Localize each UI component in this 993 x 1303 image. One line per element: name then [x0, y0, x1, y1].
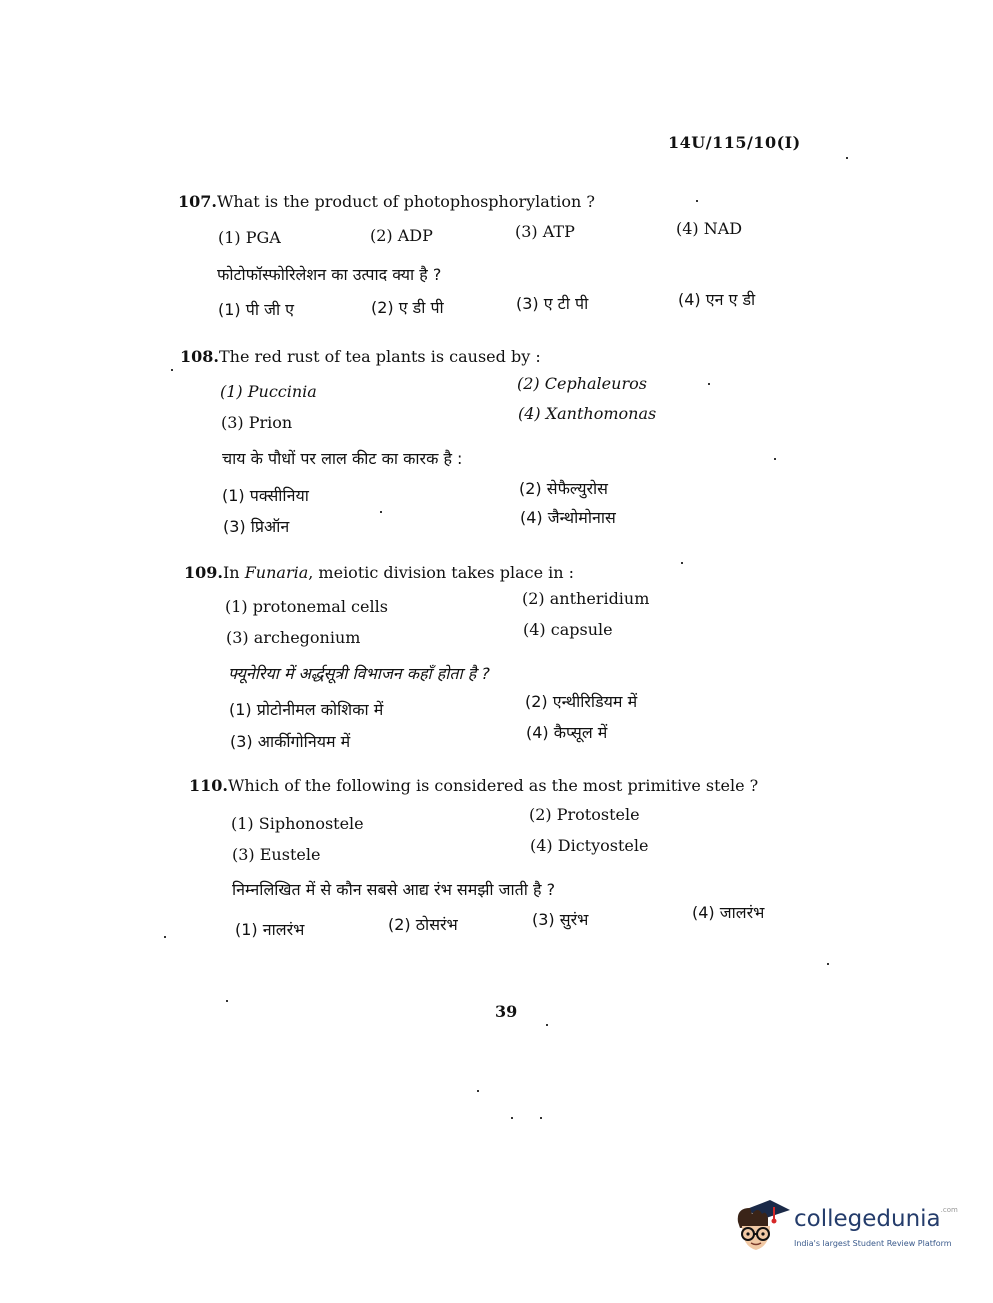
option-4-hindi: (4) जैन्थोमोनास: [520, 508, 616, 527]
option-2: (2) Cephaleuros: [517, 374, 647, 393]
paper-code: 14U/115/10(I): [668, 133, 801, 152]
question-text: What is the product of photophosphorylation ?: [216, 192, 595, 211]
scan-speck: [511, 1117, 513, 1119]
question-text-hindi: फोटोफॉस्फोरिलेशन का उत्पाद क्या है ?: [217, 265, 442, 284]
question-text: Which of the following is considered as the most primitive stele ?: [227, 776, 759, 795]
option-1-hindi: (1) नालरंभ: [235, 920, 305, 939]
option-2-hindi: (2) ए डी पी: [371, 298, 444, 317]
option-4-hindi: (4) कैप्सूल में: [526, 723, 608, 742]
option-2-hindi: (2) एन्थीरिडियम में: [525, 692, 638, 711]
option-2: (2) Protostele: [529, 805, 640, 824]
question-110: [189, 776, 758, 795]
scan-speck: [380, 511, 382, 513]
option-1: (1) protonemal cells: [225, 597, 388, 616]
option-2: (2) antheridium: [522, 589, 650, 608]
question-text-hindi: निम्नलिखित में से कौन सबसे आद्य रंभ समझी जाती है ?: [232, 880, 556, 899]
scan-speck: [696, 200, 698, 202]
option-3: (3) archegonium: [226, 628, 361, 647]
logo-wordmark: collegedunia$^{.com}$: [794, 1206, 958, 1232]
question-number: 109.: [184, 563, 223, 582]
logo-tagline: India's largest Student Review Platform: [794, 1239, 952, 1248]
scan-speck: [708, 383, 710, 385]
option-3-hindi: (3) प्रिऑन: [223, 517, 290, 536]
option-4: (4) Xanthomonas: [518, 404, 657, 423]
question-text-hindi: फ्यूनेरिया में अर्द्धसूत्री विभाजन कहाँ होता है ?: [228, 664, 490, 683]
question-text-part: , meiotic division takes place in :: [308, 563, 575, 582]
option-3-hindi: (3) सुरंभ: [532, 910, 589, 929]
scan-speck: [774, 458, 776, 460]
option-3: (3) ATP: [515, 222, 575, 241]
option-1-hindi: (1) पक्सीनिया: [222, 486, 309, 505]
question-107: [178, 192, 595, 211]
scan-speck: [477, 1090, 479, 1092]
option-4-hindi: (4) जालरंभ: [692, 903, 765, 922]
scan-speck: [681, 562, 683, 564]
scan-speck: [546, 1024, 548, 1026]
option-3: (3) Prion: [221, 413, 293, 432]
option-1: (1) Siphonostele: [231, 814, 364, 833]
scan-speck: [171, 369, 173, 371]
option-4: (4) capsule: [523, 620, 613, 639]
question-text: The red rust of tea plants is caused by :: [218, 347, 541, 366]
option-1: (1) Puccinia: [220, 382, 317, 401]
option-4-hindi: (4) एन ए डी: [678, 290, 756, 309]
question-text-genus: Funaria: [244, 563, 309, 582]
question-text-part: In: [222, 563, 245, 582]
option-1-hindi: (1) पी जी ए: [218, 300, 295, 319]
page-number: 39: [495, 1002, 518, 1021]
question-number: 107.: [178, 192, 217, 211]
scan-speck: [540, 1117, 542, 1119]
option-2-hindi: (2) ठोसरंभ: [388, 915, 458, 934]
option-1: (1) PGA: [218, 228, 281, 247]
question-109: [184, 563, 574, 582]
option-2-hindi: (2) सेफैल्युरोस: [519, 479, 608, 498]
option-4: (4) NAD: [676, 219, 743, 238]
question-number: 108.: [180, 347, 219, 366]
option-3-hindi: (3) ए टी पी: [516, 294, 589, 313]
option-3-hindi: (3) आर्कीगोनियम में: [230, 732, 351, 751]
option-2: (2) ADP: [370, 226, 433, 245]
collegedunia-logo: [732, 1196, 962, 1260]
option-4: (4) Dictyostele: [530, 836, 649, 855]
option-1-hindi: (1) प्रोटोनीमल कोशिका में: [229, 700, 384, 719]
student-mascot-icon: [732, 1196, 792, 1258]
scan-speck: [827, 963, 829, 965]
scan-speck: [846, 157, 848, 159]
question-number: 110.: [189, 776, 228, 795]
question-108: [180, 347, 541, 366]
option-3: (3) Eustele: [232, 845, 321, 864]
scan-speck: [226, 1000, 228, 1002]
question-text-hindi: चाय के पौधों पर लाल कीट का कारक है :: [222, 449, 463, 468]
scan-speck: [164, 936, 166, 938]
